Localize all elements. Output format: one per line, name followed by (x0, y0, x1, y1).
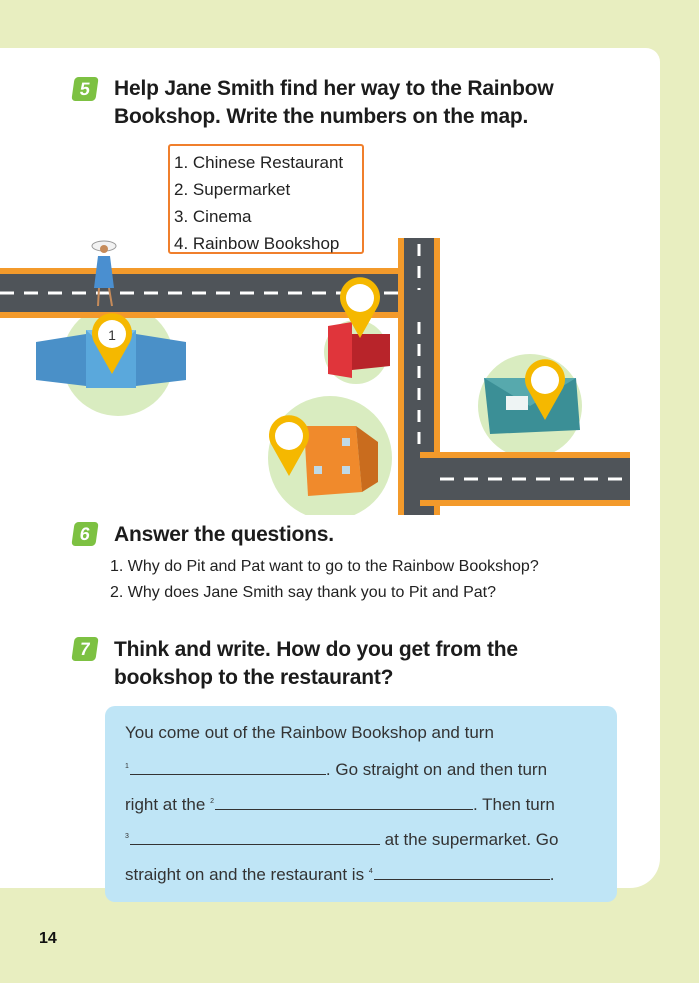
exercise-7-title-line2: bookshop to the restaurant? (114, 666, 394, 689)
exercise-6-title: Answer the questions. (114, 523, 334, 546)
exercise-5-title-line1: Help Jane Smith find her way to the Rainbow (114, 77, 554, 100)
writing-text: right at the (125, 795, 211, 814)
page-number: 14 (39, 930, 57, 947)
exercise-7-title-line1: Think and write. How do you get from the (114, 638, 518, 661)
writing-text: straight on and the restaurant is (125, 865, 369, 884)
exercise-6-badge: 6 (71, 522, 98, 546)
writing-box (105, 706, 617, 902)
map-pin-1-label: 1 (108, 327, 116, 343)
exercise-5-title (114, 75, 553, 131)
writing-text: . Go straight on and then turn (325, 760, 548, 779)
building-orange (304, 426, 378, 496)
writing-line-1: You come out of the Rainbow Bookshop and turn (125, 723, 494, 742)
writing-line-2 (125, 758, 547, 780)
answer-blank-1[interactable] (130, 758, 326, 775)
road-bottom (404, 452, 630, 506)
exercise-7-title (114, 636, 518, 692)
answer-blank-3[interactable] (130, 828, 380, 845)
legend-item: 2. Supermarket (174, 180, 291, 199)
town-map (0, 230, 640, 515)
blank-1-number: 1 (125, 763, 129, 771)
blank-2-number: 2 (210, 798, 214, 806)
writing-line-3 (125, 793, 555, 815)
legend-item: 4. Rainbow Bookshop (174, 234, 340, 253)
place-legend (168, 144, 364, 254)
question-item: 2. Why does Jane Smith say thank you to Pit and Pat? (110, 584, 496, 601)
writing-text: . (549, 865, 555, 884)
writing-line-4 (125, 828, 559, 850)
answer-blank-4[interactable] (374, 863, 550, 880)
legend-item: 3. Cinema (174, 207, 252, 226)
exercise-5-title-line2: Bookshop. Write the numbers on the map. (114, 105, 529, 128)
blank-3-number: 3 (125, 833, 129, 841)
writing-text: at the supermarket. Go (379, 830, 559, 849)
exercise-7-badge: 7 (71, 637, 98, 661)
answer-blank-2[interactable] (215, 793, 473, 810)
writing-text: . Then turn (472, 795, 555, 814)
question-item: 1. Why do Pit and Pat want to go to the Rainbow Bookshop? (110, 558, 539, 575)
writing-line-5 (125, 863, 554, 885)
blank-4-number: 4 (368, 868, 373, 876)
legend-item: 1. Chinese Restaurant (174, 153, 344, 172)
exercise-5-badge: 5 (71, 77, 98, 101)
question-list (110, 554, 539, 606)
